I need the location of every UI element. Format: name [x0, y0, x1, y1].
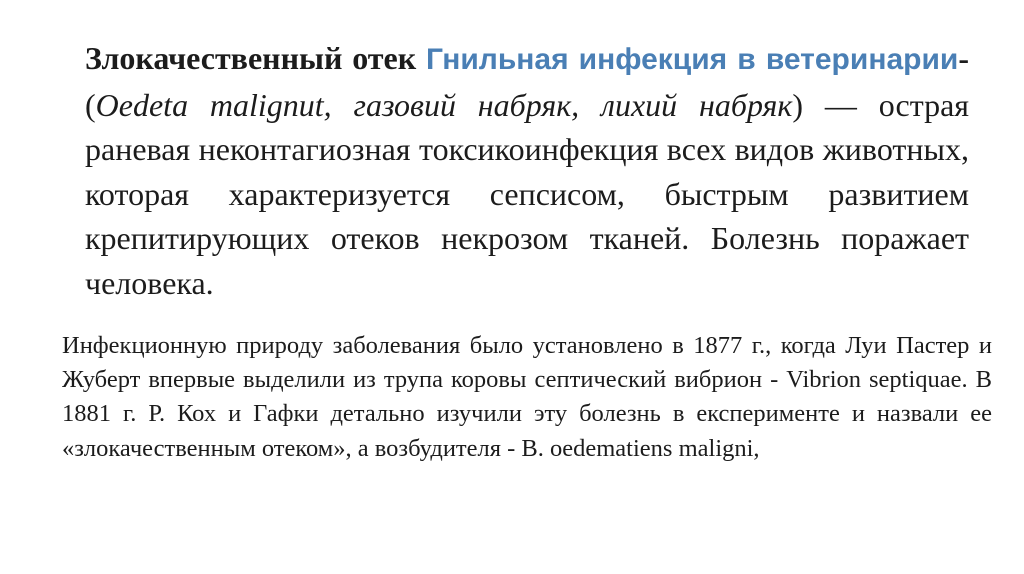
- history-paragraph: Инфекционную природу заболевания было установлено в 1877 г., когда Луи Пастер и Жуберт впервые выделили из трупа коровы септический вибрион - Vibrion septiquae. В 1881 г. Р. Кох и Гафки детально изучили эту болезнь в експерименте и назвали ее «злокачественным отеком», а возбудителя - В. oedematiens maligni,: [62, 332, 992, 462]
- title-dash: -: [958, 40, 969, 76]
- highlighted-title: Гнильная инфекция в ветеринарии: [425, 43, 959, 76]
- definition-paragraph: [85, 36, 969, 305]
- definition-text: ) — острая раневая неконтагиозная токсикоинфекция всех видов животных, которая характеризуется сепсисом, быстрым развитием крепитирующих отеков некрозом тканей. Болезнь поражает человека.: [85, 86, 970, 301]
- open-paren: (: [85, 86, 96, 123]
- latin-synonyms: Oedeta malignut, газовий набряк, лихий набряк: [95, 86, 793, 123]
- disease-term: Злокачественный отек: [85, 40, 417, 76]
